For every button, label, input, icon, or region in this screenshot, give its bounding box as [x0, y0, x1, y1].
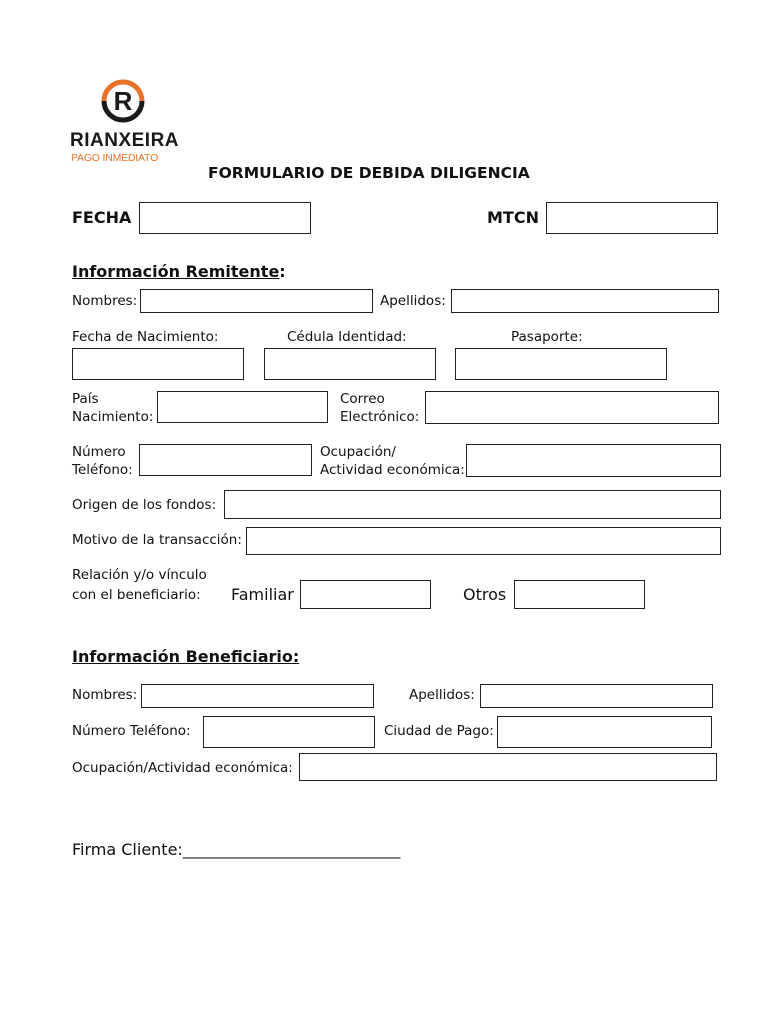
- firma-row: [72, 840, 400, 859]
- firma-label: Firma Cliente:: [72, 840, 183, 859]
- ciudad-label: Ciudad de Pago:: [384, 723, 494, 739]
- relacion-label-2: con el beneficiario:: [72, 587, 201, 603]
- fecha-label: FECHA: [72, 208, 132, 227]
- remitente-heading-text: Información Remitente: [72, 262, 280, 281]
- pasaporte-field[interactable]: [455, 348, 667, 380]
- remitente-heading: [72, 262, 286, 281]
- form-title: FORMULARIO DE DEBIDA DILIGENCIA: [208, 164, 530, 182]
- fecha-nacimiento-field[interactable]: [72, 348, 244, 380]
- remitente-nombres-label: Nombres:: [72, 293, 138, 309]
- motivo-field[interactable]: [246, 527, 721, 555]
- beneficiario-ocupacion-field[interactable]: [299, 753, 717, 781]
- correo-label-1: Correo: [340, 391, 385, 407]
- beneficiario-apellidos-label: Apellidos:: [409, 687, 475, 703]
- remitente-nombres-field[interactable]: [140, 289, 373, 313]
- beneficiario-apellidos-field[interactable]: [480, 684, 713, 708]
- beneficiario-nombres-label: Nombres:: [72, 687, 138, 703]
- beneficiario-nombres-field[interactable]: [141, 684, 374, 708]
- fecha-nacimiento-label: Fecha de Nacimiento:: [72, 329, 219, 345]
- brand-name: RIANXEIRA: [70, 130, 180, 151]
- firma-line[interactable]: _____________________________: [182, 841, 401, 859]
- motivo-label: Motivo de la transacción:: [72, 532, 242, 548]
- pasaporte-label: Pasaporte:: [511, 329, 583, 345]
- remitente-heading-colon: :: [279, 262, 286, 281]
- mtcn-field[interactable]: [546, 202, 718, 234]
- telefono-field[interactable]: [139, 444, 312, 476]
- brand-logo: [70, 72, 180, 172]
- ocupacion-field[interactable]: [466, 444, 721, 477]
- pais-label-1: País: [72, 391, 99, 407]
- ocupacion-label-1: Ocupación/: [320, 444, 396, 460]
- correo-label-2: Electrónico:: [340, 409, 420, 425]
- numero-label-2: Teléfono:: [72, 462, 133, 478]
- origen-field[interactable]: [224, 490, 721, 519]
- beneficiario-ocupacion-label: Ocupación/Actividad económica:: [72, 760, 293, 776]
- mtcn-label: MTCN: [487, 208, 539, 227]
- pais-field[interactable]: [157, 391, 328, 423]
- pais-label-2: Nacimiento:: [72, 409, 154, 425]
- remitente-apellidos-label: Apellidos:: [380, 293, 446, 309]
- familiar-field[interactable]: [300, 580, 431, 609]
- cedula-label: Cédula Identidad:: [287, 329, 407, 345]
- beneficiario-heading: Información Beneficiario:: [72, 647, 300, 666]
- ocupacion-label-2: Actividad económica:: [320, 462, 465, 478]
- relacion-label-1: Relación y/o vínculo: [72, 567, 207, 583]
- ciudad-field[interactable]: [497, 716, 712, 748]
- correo-field[interactable]: [425, 391, 719, 424]
- svg-text:R: R: [113, 86, 133, 116]
- beneficiario-telefono-field[interactable]: [203, 716, 375, 748]
- beneficiario-telefono-label: Número Teléfono:: [72, 723, 191, 739]
- logo-r-icon: [96, 72, 150, 130]
- fecha-field[interactable]: [139, 202, 311, 234]
- origen-label: Origen de los fondos:: [72, 497, 217, 513]
- numero-label-1: Número: [72, 444, 126, 460]
- remitente-apellidos-field[interactable]: [451, 289, 719, 313]
- familiar-label: Familiar: [231, 585, 294, 604]
- otros-label: Otros: [463, 585, 507, 604]
- brand-tagline: PAGO INMEDIATO: [71, 152, 159, 164]
- otros-field[interactable]: [514, 580, 645, 609]
- cedula-field[interactable]: [264, 348, 436, 380]
